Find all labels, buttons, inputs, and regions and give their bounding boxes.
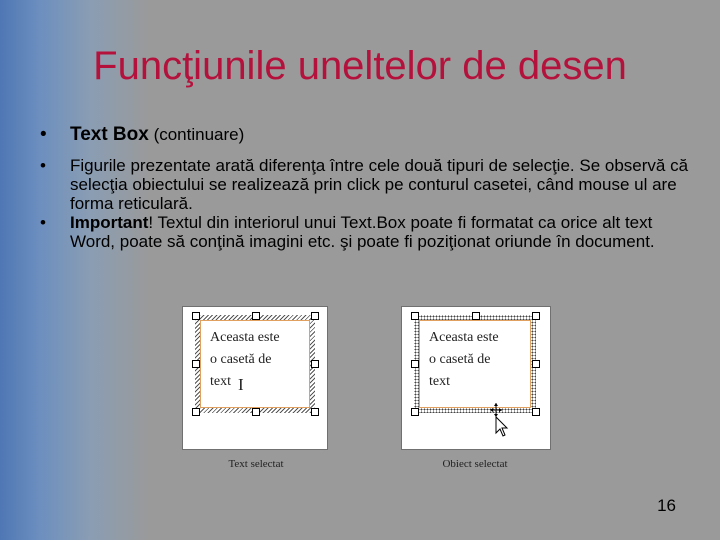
figure-object-selected [401, 306, 551, 450]
important-label: Important [70, 213, 149, 232]
slide-title: Funcţiunile uneltelor de desen [93, 44, 627, 88]
text-box[interactable] [419, 320, 531, 408]
move-cursor-icon [490, 403, 510, 437]
resize-handle[interactable] [311, 408, 319, 416]
bullet-text: Figurile prezentate arată diferenţa între cele două tipuri de selecţie. Se observă că selecţia obiectului se realizează prin click pe conturul casetei, când mouse ul are forma reticulară. [70, 156, 689, 213]
bullet-text: ! Textul din interiorul unui Text.Box poate fi formatat ca orice alt text Word, poate să conţină imagini etc. şi poate fi poziţionat oriunde în document. [70, 213, 655, 251]
resize-handle[interactable] [472, 312, 480, 320]
slide-number: 16 [657, 496, 676, 515]
bullet-list [40, 124, 700, 251]
resize-handle[interactable] [311, 312, 319, 320]
figure-caption: Obiect selectat [442, 458, 508, 470]
resize-handle[interactable] [252, 408, 260, 416]
i-beam-cursor-icon: I [238, 375, 244, 394]
text-box-content [210, 327, 306, 393]
bullet-heading-suffix: (continuare) [148, 125, 245, 144]
bullet-item-selection [40, 156, 700, 213]
resize-handle[interactable] [252, 312, 260, 320]
text-line: Aceasta este [429, 330, 499, 345]
resize-handle[interactable] [192, 408, 200, 416]
resize-handle[interactable] [311, 360, 319, 368]
figure-text-selected [182, 306, 328, 450]
figure-caption: Text selectat [228, 458, 284, 470]
bullet-dot: • [40, 156, 46, 175]
text-line: Aceasta este [210, 330, 280, 345]
resize-handle[interactable] [411, 360, 419, 368]
resize-handle[interactable] [192, 312, 200, 320]
bullet-dot: • [40, 124, 47, 145]
text-line: o casetă de [429, 352, 491, 367]
bullet-item-important [40, 213, 700, 251]
bullet-item-text-box [40, 124, 700, 146]
resize-handle[interactable] [411, 312, 419, 320]
resize-handle[interactable] [532, 312, 540, 320]
text-line: text [429, 374, 450, 389]
resize-handle[interactable] [192, 360, 200, 368]
text-box[interactable] [200, 320, 310, 408]
text-box-content [429, 327, 525, 393]
resize-handle[interactable] [411, 408, 419, 416]
resize-handle[interactable] [532, 408, 540, 416]
bullet-heading: Text Box [70, 124, 149, 145]
text-line: o casetă de [210, 352, 272, 367]
bullet-dot: • [40, 213, 46, 232]
resize-handle[interactable] [532, 360, 540, 368]
text-line: text [210, 374, 231, 389]
